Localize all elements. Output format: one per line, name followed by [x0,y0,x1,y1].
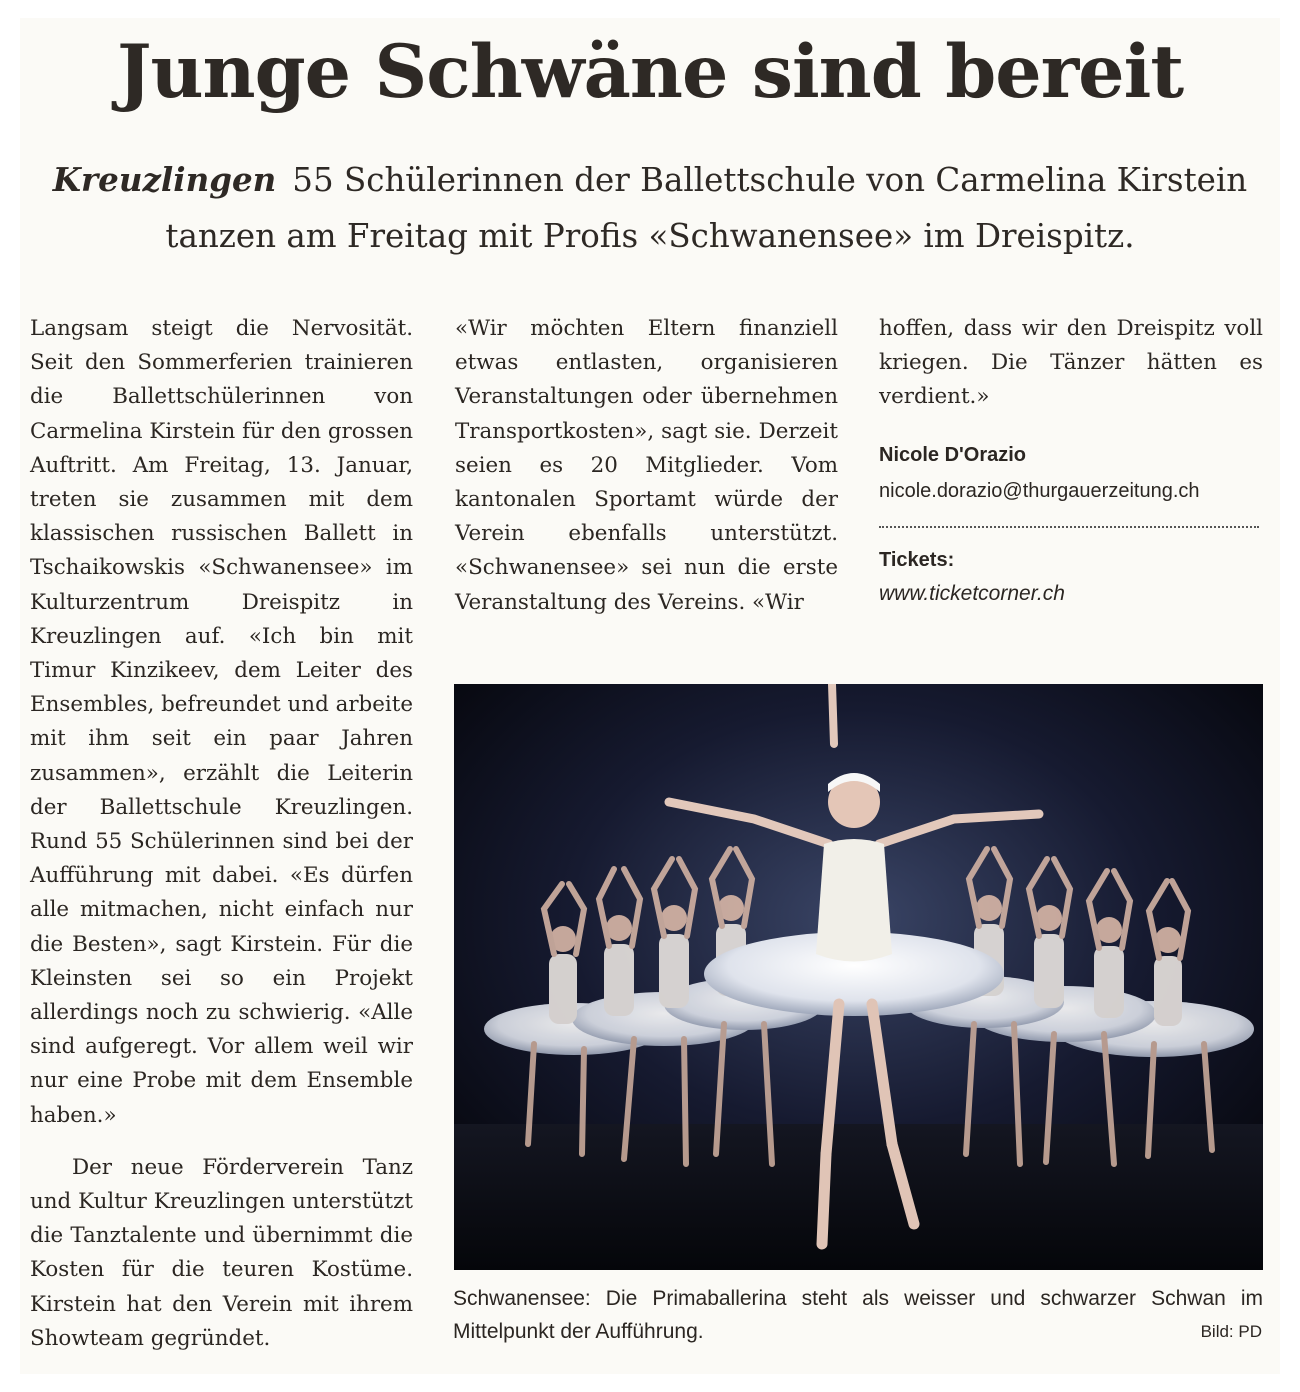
body-paragraph: «Wir möchten Eltern finanziell etwas entlasten, organisieren Veranstaltungen oder übernehmen Transportkosten», sagt sie. Derzeit seien es 20 Mitglieder. Vom kantonalen Sportamt würde der Verein ebenfalls unterstützt. «Schwanensee» sei nun die erste Veranstaltung des Vereins. «Wir [455,316,838,615]
photo-credit: Bild: PD [1200,1322,1262,1341]
article-lead [36,152,1264,264]
author-name: Nicole D'Orazio [879,443,1027,466]
body-paragraph: Langsam steigt die Nervosität. Seit den Sommerferien trainieren die Ballettschülerinnen von Carmelina Kirstein für den grossen Auftritt. Am Freitag, 13. Januar, treten sie zusammen mit dem klassischen russischen Ballett in Tschaikowskis «Schwanensee» im Kulturzentrum Dreispitz in Kreuzlingen auf. «Ich bin mit Timur Kinzikeev, dem Leiter des Ensembles, befreundet und arbeite mit ihm seit ein paar Jahren zusammen», erzählt die Leiterin der Ballettschule Kreuzlingen. Rund 55 Schülerinnen sind bei der Aufführung mit dabei. «Es dürfen alle mitmachen, nicht einfach nur die Besten», sagt Kirstein. Für die Kleinsten sei so ein Projekt allerdings noch zu schwierig. «Alle sind aufgeregt. Vor allem weil wir nur eine Probe mit dem Ensemble haben.» [30,316,414,1128]
dotted-divider [879,526,1259,528]
stage-floor [454,1124,1263,1270]
author-email[interactable]: nicole.dorazio@thurgauerzeitung.ch [879,479,1200,502]
ballet-photo [454,684,1263,1270]
body-paragraph: Der neue Förderverein Tanz und Kultur Kreuzlingen unterstützt die Tanztalente und übernimmt die Kosten für die teuren Kostüme. Kirstein hat den Verein mit ihrem Showteam gegründet. [30,1154,413,1351]
body-paragraph: hoffen, dass wir den Dreispitz voll kriegen. Die Tänzer hätten es verdient.» [879,316,1263,410]
article-headline: Junge Schwäne sind bereit [116,29,1184,115]
partner-arm [832,684,834,744]
article-column-2 [455,312,838,620]
lead-text: 55 Schülerinnen der Ballettschule von Carmelina Kirstein tanzen am Freitag mit Profis «Schwanensee» im Dreispitz. [165,161,1248,255]
photo-caption: Schwanensee: Die Primaballerina steht als weisser und schwarzer Schwan im Mittelpunkt der Aufführung. [453,1287,1263,1343]
tickets-link[interactable]: www.ticketcorner.ch [879,581,1065,605]
article-column-3 [879,312,1263,610]
lead-dateline: Kreuzlingen [52,160,277,199]
article-column-1 [30,312,413,1356]
tickets-label: Tickets: [879,548,955,571]
ballet-stage-illustration [454,684,1263,1270]
